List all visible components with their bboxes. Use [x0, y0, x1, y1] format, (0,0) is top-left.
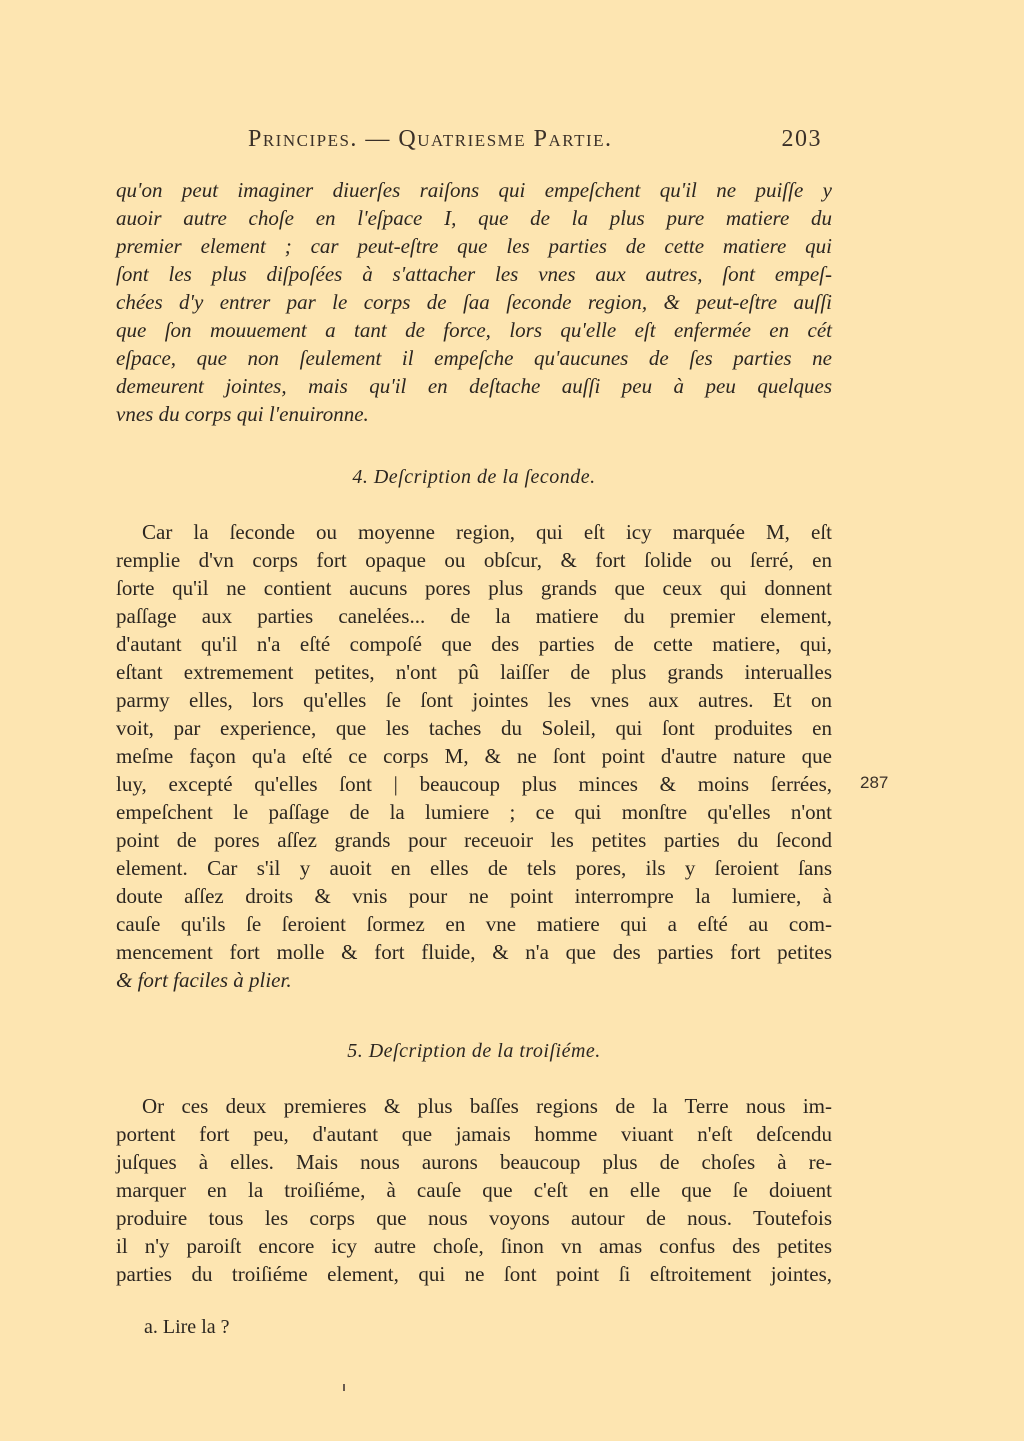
- text-line: portent fort peu, d'autant que jamais homme viuant n'eſt deſcendu: [116, 1122, 832, 1146]
- text-line: d'autant qu'il n'a eſté compoſé que des parties de cette matiere, qui,: [116, 632, 832, 656]
- running-title: Principes. — Quatriesme Partie.: [248, 126, 613, 152]
- text-line: Car la ſeconde ou moyenne region, qui eſt icy marquée M, eſt: [142, 520, 832, 544]
- page-header: [116, 126, 834, 158]
- text-line: juſques à elles. Mais nous aurons beaucoup plus de choſes à re-: [116, 1150, 832, 1174]
- text-line: demeurent jointes, mais qu'il en deſtache auſſi peu à peu quelques: [116, 374, 832, 398]
- text-line: ſorte qu'il ne contient aucuns pores plus grands que ceux qui donnent: [116, 576, 832, 600]
- text-line: marquer en la troiſiéme, à cauſe que c'eſt en elle que ſe doiuent: [116, 1178, 832, 1202]
- page-number: 203: [781, 126, 822, 152]
- text-line: auoir autre choſe en l'eſpace I, que de la plus pure matiere du: [116, 206, 832, 230]
- text-line: meſme façon qu'a eſté ce corps M, & ne ſont point d'autre nature que: [116, 744, 832, 768]
- text-line: & fort faciles à plier.: [116, 968, 292, 992]
- text-line: premier element ; car peut-eſtre que les parties de cette matiere qui: [116, 234, 832, 258]
- text-line: vnes du corps qui l'enuironne.: [116, 402, 369, 426]
- text-line: voit, par experience, que les taches du Soleil, qui ſont produites en: [116, 716, 832, 740]
- text-line: il n'y paroiſt encore icy autre choſe, ſinon vn amas confus des petites: [116, 1234, 832, 1258]
- print-speck: [343, 1384, 345, 1391]
- text-line: mencement fort molle & fort fluide, & n'a que des parties fort petites: [116, 940, 832, 964]
- text-line: element. Car s'il y auoit en elles de tels pores, ils y ſeroient ſans: [116, 856, 832, 880]
- text-line: luy, excepté qu'elles ſont | beaucoup plus minces & moins ſerrées,: [116, 772, 832, 796]
- text-line: chées d'y entrer par le corps de ſaa ſeconde region, & peut-eſtre auſſi: [116, 290, 832, 314]
- text-line: point de pores aſſez grands pour receuoir les petites parties du ſecond: [116, 828, 832, 852]
- text-line: cauſe qu'ils ſe ſeroient ſormez en vne matiere qui a eſté au com-: [116, 912, 832, 936]
- text-line: empeſchent le paſſage de la lumiere ; ce qui monſtre qu'elles n'ont: [116, 800, 832, 824]
- text-line: remplie d'vn corps fort opaque ou obſcur, & fort ſolide ou ſerré, en: [116, 548, 832, 572]
- footnote: a. Lire la ?: [144, 1316, 230, 1338]
- text-line: parmy elles, lors qu'elles ſe ſont jointes les vnes aux autres. Et on: [116, 688, 832, 712]
- section-heading: 5. Deſcription de la troiſiéme.: [347, 1040, 601, 1062]
- text-line: parties du troiſiéme element, qui ne ſont point ſi eſtroitement jointes,: [116, 1262, 832, 1286]
- text-line: ſont les plus diſpoſées à s'attacher les vnes aux autres, ſont empeſ-: [116, 262, 832, 286]
- text-line: eſtant extremement petites, n'ont pû laiſſer de plus grands interualles: [116, 660, 832, 684]
- text-line: produire tous les corps que nous voyons autour de nous. Toutefois: [116, 1206, 832, 1230]
- text-line: paſſage aux parties canelées... de la matiere du premier element,: [116, 604, 832, 628]
- text-line: que ſon mouuement a tant de force, lors qu'elle eſt enfermée en cét: [116, 318, 832, 342]
- section-heading: 4. Deſcription de la ſeconde.: [352, 466, 596, 488]
- text-line: qu'on peut imaginer diuerſes raiſons qui empeſchent qu'il ne puiſſe y: [116, 178, 832, 202]
- text-line: doute aſſez droits & vnis pour ne point interrompre la lumiere, à: [116, 884, 832, 908]
- margin-page-number: 287: [860, 773, 889, 792]
- text-line: eſpace, que non ſeulement il empeſche qu'aucunes de ſes parties ne: [116, 346, 832, 370]
- text-line: Or ces deux premieres & plus baſſes regions de la Terre nous im-: [142, 1094, 832, 1118]
